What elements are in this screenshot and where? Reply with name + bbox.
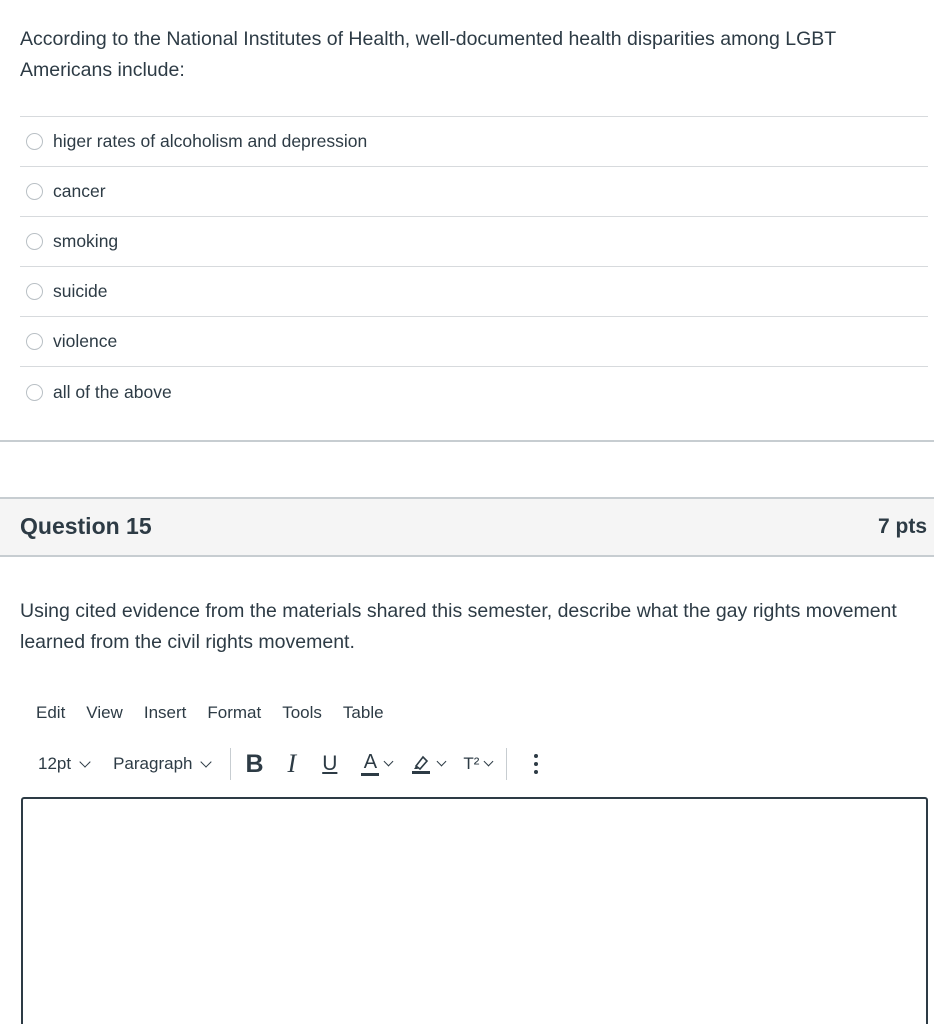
font-color-icon: A bbox=[361, 753, 379, 776]
radio-button[interactable] bbox=[26, 333, 43, 350]
chevron-down-icon bbox=[484, 757, 494, 767]
menu-view[interactable]: View bbox=[86, 703, 123, 722]
italic-button[interactable]: I bbox=[287, 749, 297, 778]
menu-format[interactable]: Format bbox=[207, 703, 262, 722]
radio-button[interactable] bbox=[26, 283, 43, 300]
answer-label[interactable]: smoking bbox=[53, 231, 119, 251]
question-15-header bbox=[0, 497, 934, 557]
highlight-color-button[interactable] bbox=[410, 753, 445, 775]
radio-button[interactable] bbox=[26, 183, 43, 200]
font-color-button[interactable] bbox=[361, 750, 392, 776]
question-title: Question 15 bbox=[20, 513, 152, 539]
chevron-down-icon bbox=[384, 757, 394, 767]
menu-table[interactable]: Table bbox=[342, 703, 384, 722]
radio-button[interactable] bbox=[26, 133, 43, 150]
answer-label[interactable]: suicide bbox=[53, 281, 108, 301]
underline-button[interactable]: U bbox=[322, 752, 338, 775]
radio-button[interactable] bbox=[26, 384, 43, 401]
answer-option[interactable] bbox=[20, 217, 928, 267]
question-divider bbox=[0, 440, 934, 442]
question-15-prompt: Using cited evidence from the materials shared this semester, describe what the gay rights movement learned from the civil rights movement. bbox=[20, 600, 897, 653]
bold-button[interactable]: B bbox=[245, 749, 264, 778]
block-format-select[interactable] bbox=[113, 754, 210, 774]
answer-label[interactable]: cancer bbox=[53, 181, 106, 201]
editor-toolbar bbox=[38, 746, 543, 782]
kebab-icon bbox=[529, 754, 543, 774]
editor-menubar bbox=[36, 703, 384, 723]
answer-label[interactable]: higer rates of alcoholism and depression bbox=[53, 131, 368, 151]
menu-edit[interactable]: Edit bbox=[36, 703, 66, 722]
chevron-down-icon bbox=[79, 756, 90, 767]
rich-text-editor[interactable] bbox=[21, 797, 928, 1024]
superscript-button[interactable] bbox=[463, 754, 492, 774]
answer-option[interactable] bbox=[20, 267, 928, 317]
answer-label[interactable]: violence bbox=[53, 331, 118, 351]
chevron-down-icon bbox=[201, 756, 212, 767]
answer-label[interactable]: all of the above bbox=[53, 381, 172, 402]
toolbar-separator bbox=[506, 748, 507, 780]
toolbar-separator bbox=[230, 748, 231, 780]
menu-tools[interactable]: Tools bbox=[282, 703, 322, 722]
font-size-select[interactable] bbox=[38, 754, 89, 774]
answer-option[interactable] bbox=[20, 367, 928, 417]
answer-list bbox=[20, 116, 928, 417]
radio-button[interactable] bbox=[26, 233, 43, 250]
highlighter-icon bbox=[410, 753, 432, 775]
question-points: 7 pts bbox=[877, 515, 927, 538]
block-format-value: Paragraph bbox=[113, 754, 193, 773]
chevron-down-icon bbox=[437, 757, 447, 767]
answer-option[interactable] bbox=[20, 167, 928, 217]
font-size-value: 12pt bbox=[38, 754, 72, 773]
more-options-button[interactable] bbox=[529, 754, 543, 774]
answer-option[interactable] bbox=[20, 117, 928, 167]
question-14-prompt: According to the National Institutes of Health, well-documented health disparities among LGBT Americans include: bbox=[20, 28, 836, 81]
answer-option[interactable] bbox=[20, 317, 928, 367]
superscript-icon: T² bbox=[463, 754, 480, 773]
menu-insert[interactable]: Insert bbox=[143, 703, 187, 722]
